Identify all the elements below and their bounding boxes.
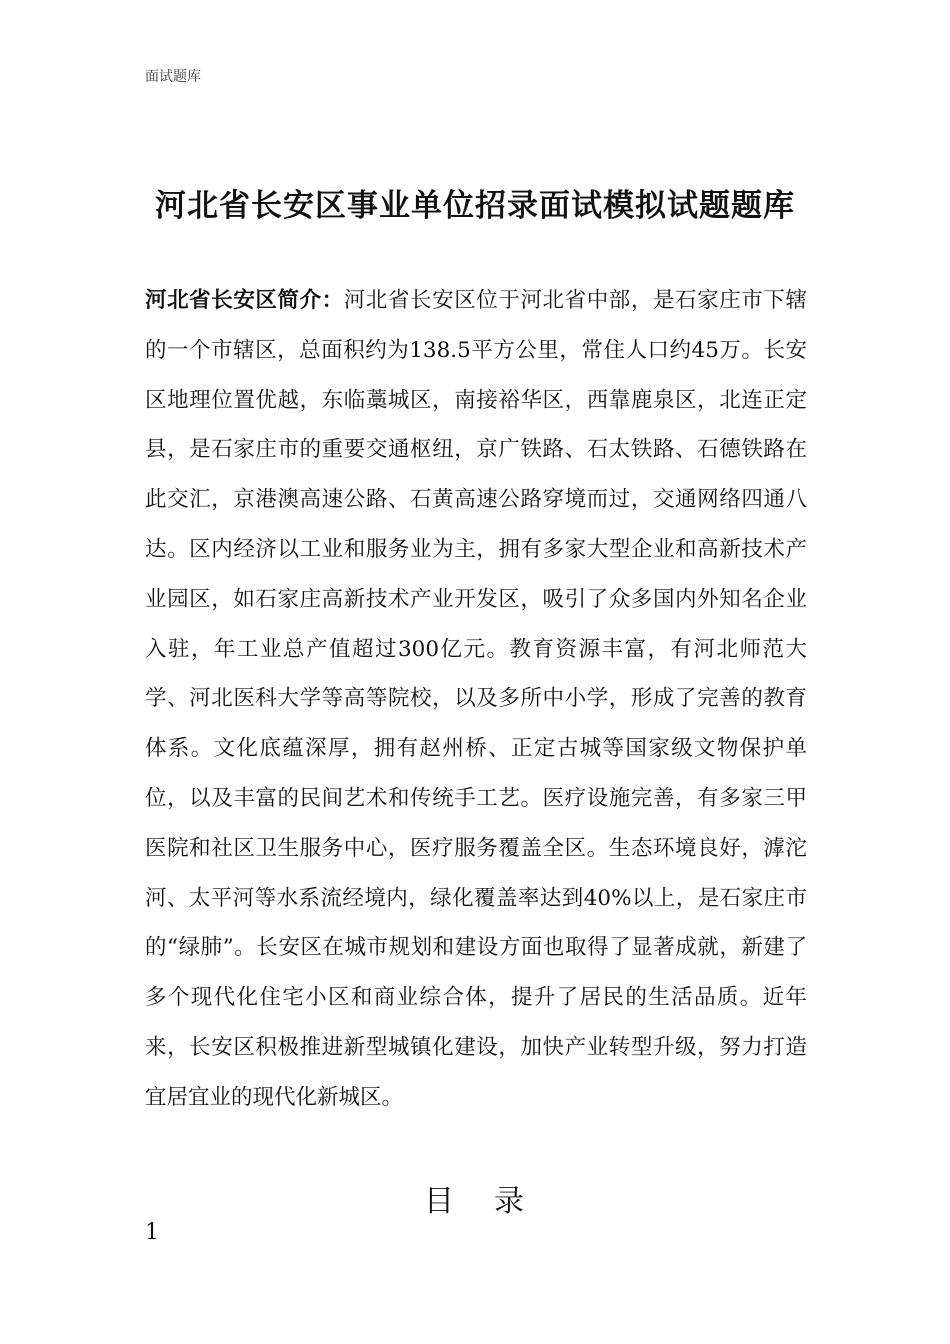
intro-paragraph bbox=[145, 276, 807, 1123]
running-header: 面试题库 bbox=[145, 69, 201, 85]
toc-heading-char-1: 目 bbox=[424, 1184, 456, 1219]
toc-heading bbox=[0, 1176, 950, 1220]
intro-label: 河北省长安区简介： bbox=[145, 288, 344, 313]
page-number: 1 bbox=[145, 1220, 159, 1245]
intro-body: 河北省长安区位于河北省中部，是石家庄市下辖的一个市辖区，总面积约为138.5平方公里，常住人口约45万。长安区地理位置优越，东临藁城区，南接裕华区，西靠鹿泉区，北连正定县，是石家庄市的重要交通枢纽，京广铁路、石太铁路、石德铁路在此交汇，京港澳高速公路、石黄高速公路穿境而过，交通网络四通八达。区内经济以工业和服务业为主，拥有多家大型企业和高新技术产业园区，如石家庄高新技术产业开发区，吸引了众多国内外知名企业入驻，年工业总产值超过300亿元。教育资源丰富，有河北师范大学、河北医科大学等高等院校，以及多所中小学，形成了完善的教育体系。文化底蕴深厚，拥有赵州桥、正定古城等国家级文物保护单位，以及丰富的民间艺术和传统手工艺。医疗设施完善，有多家三甲医院和社区卫生服务中心，医疗服务覆盖全区。生态环境良好，滹沱河、太平河等水系流经境内，绿化覆盖率达到40%以上，是石家庄市的“绿肺”。长安区在城市规划和建设方面也取得了显著成就，新建了多个现代化住宅小区和商业综合体，提升了居民的生活品质。近年来，长安区积极推进新型城镇化建设，加快产业转型升级，努力打造宜居宜业的现代化新城区。 bbox=[145, 288, 807, 1110]
document-title: 河北省长安区事业单位招录面试模拟试题题库 bbox=[155, 188, 795, 224]
toc-heading-char-2: 录 bbox=[494, 1184, 526, 1219]
